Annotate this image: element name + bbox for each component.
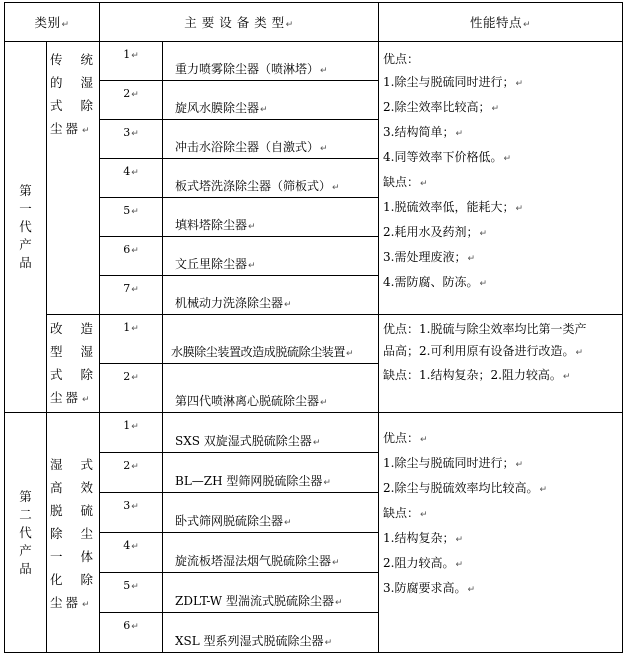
generation-label: 第 一 代 产 品 (5, 42, 47, 413)
item-number: 7↵ (100, 276, 163, 315)
item-name: 卧式筛网脱硫除尘器↵ (163, 493, 379, 533)
item-number: 1↵ (100, 42, 163, 81)
performance-cell (379, 315, 623, 413)
performance-line: 优点：1.脱硫与除尘效率均比第一类产 (383, 322, 587, 336)
performance-line: 缺点：↵ (383, 175, 428, 189)
performance-cell (379, 42, 623, 315)
table-row (5, 42, 623, 81)
header-performance: 性能特点↵ (379, 3, 623, 42)
item-name: XSL 型系列湿式脱硫除尘器↵ (163, 613, 379, 653)
item-name: SXS 双旋湿式脱硫除尘器↵ (163, 413, 379, 453)
table-header-row (5, 3, 623, 42)
performance-line: 1.结构复杂；↵ (383, 531, 464, 545)
item-number: 6↵ (100, 237, 163, 276)
equipment-table (4, 2, 623, 653)
performance-line: 2.除尘与脱硫效率均比较高。↵ (383, 481, 548, 495)
item-number: 1↵ (100, 413, 163, 453)
performance-line: 1.除尘与脱硫同时进行；↵ (383, 75, 524, 89)
performance-line: 1.除尘与脱硫同时进行；↵ (383, 456, 524, 470)
item-number: 4↵ (100, 159, 163, 198)
item-number: 3↵ (100, 493, 163, 533)
performance-line: 4.需防腐、防冻。↵ (383, 275, 488, 289)
performance-line: 2.阻力较高。↵ (383, 556, 464, 570)
item-name: 文丘里除尘器↵ (163, 237, 379, 276)
performance-line: 优点： (383, 52, 420, 66)
item-number: 6↵ (100, 613, 163, 653)
performance-line: 缺点：1.结构复杂；2.阻力较高。↵ (383, 368, 571, 382)
item-name: 机械动力洗涤除尘器↵ (163, 276, 379, 315)
performance-line: 4.同等效率下价格低。↵ (383, 150, 512, 164)
table-row (5, 315, 623, 364)
performance-line: 2.除尘效率比较高；↵ (383, 100, 500, 114)
performance-line: 缺点：↵ (383, 506, 428, 520)
item-name: 旋风水膜除尘器↵ (163, 81, 379, 120)
performance-line: 2.耗用水及药剂；↵ (383, 225, 488, 239)
performance-line: 1.脱硫效率低，能耗大；↵ (383, 200, 524, 214)
performance-line: 优点：↵ (383, 431, 428, 445)
item-name: 冲击水浴除尘器（自激式）↵ (163, 120, 379, 159)
header-equipment-type: 主 要 设 备 类 型↵ (100, 3, 379, 42)
group-label: 传统的湿式除尘器↵ (47, 42, 100, 315)
item-name: BL—ZH 型筛网脱硫除尘器↵ (163, 453, 379, 493)
performance-line: 3.防腐要求高。↵ (383, 581, 476, 595)
item-number: 1↵ (100, 315, 163, 364)
item-name: 板式塔洗涤除尘器（筛板式）↵ (163, 159, 379, 198)
performance-cell (379, 413, 623, 653)
group-label: 湿式高效脱硫除尘一体化除尘器↵ (47, 413, 100, 653)
item-name: 填料塔除尘器↵ (163, 198, 379, 237)
item-number: 3↵ (100, 120, 163, 159)
item-name: 第四代喷淋离心脱硫除尘器↵ (163, 364, 379, 413)
group-label: 改造型湿式除尘器↵ (47, 315, 100, 413)
item-name: 水膜除尘装置改造成脱硫除尘装置↵ (163, 315, 379, 364)
item-number: 2↵ (100, 364, 163, 413)
item-number: 5↵ (100, 573, 163, 613)
item-number: 5↵ (100, 198, 163, 237)
document-page (4, 2, 622, 648)
performance-line: 3.需处理废液；↵ (383, 250, 476, 264)
performance-line: 品高；2.可利用原有设备进行改造。↵ (383, 344, 584, 358)
performance-line: 3.结构简单；↵ (383, 125, 464, 139)
generation-label: 第 二 代 产 品 (5, 413, 47, 653)
item-name: 旋流板塔湿法烟气脱硫除尘器↵ (163, 533, 379, 573)
item-name: ZDLT-W 型湍流式脱硫除尘器↵ (163, 573, 379, 613)
table-row (5, 413, 623, 453)
item-name: 重力喷雾除尘器（喷淋塔）↵ (163, 42, 379, 81)
item-number: 2↵ (100, 81, 163, 120)
item-number: 4↵ (100, 533, 163, 573)
item-number: 2↵ (100, 453, 163, 493)
header-category: 类别↵ (5, 3, 100, 42)
